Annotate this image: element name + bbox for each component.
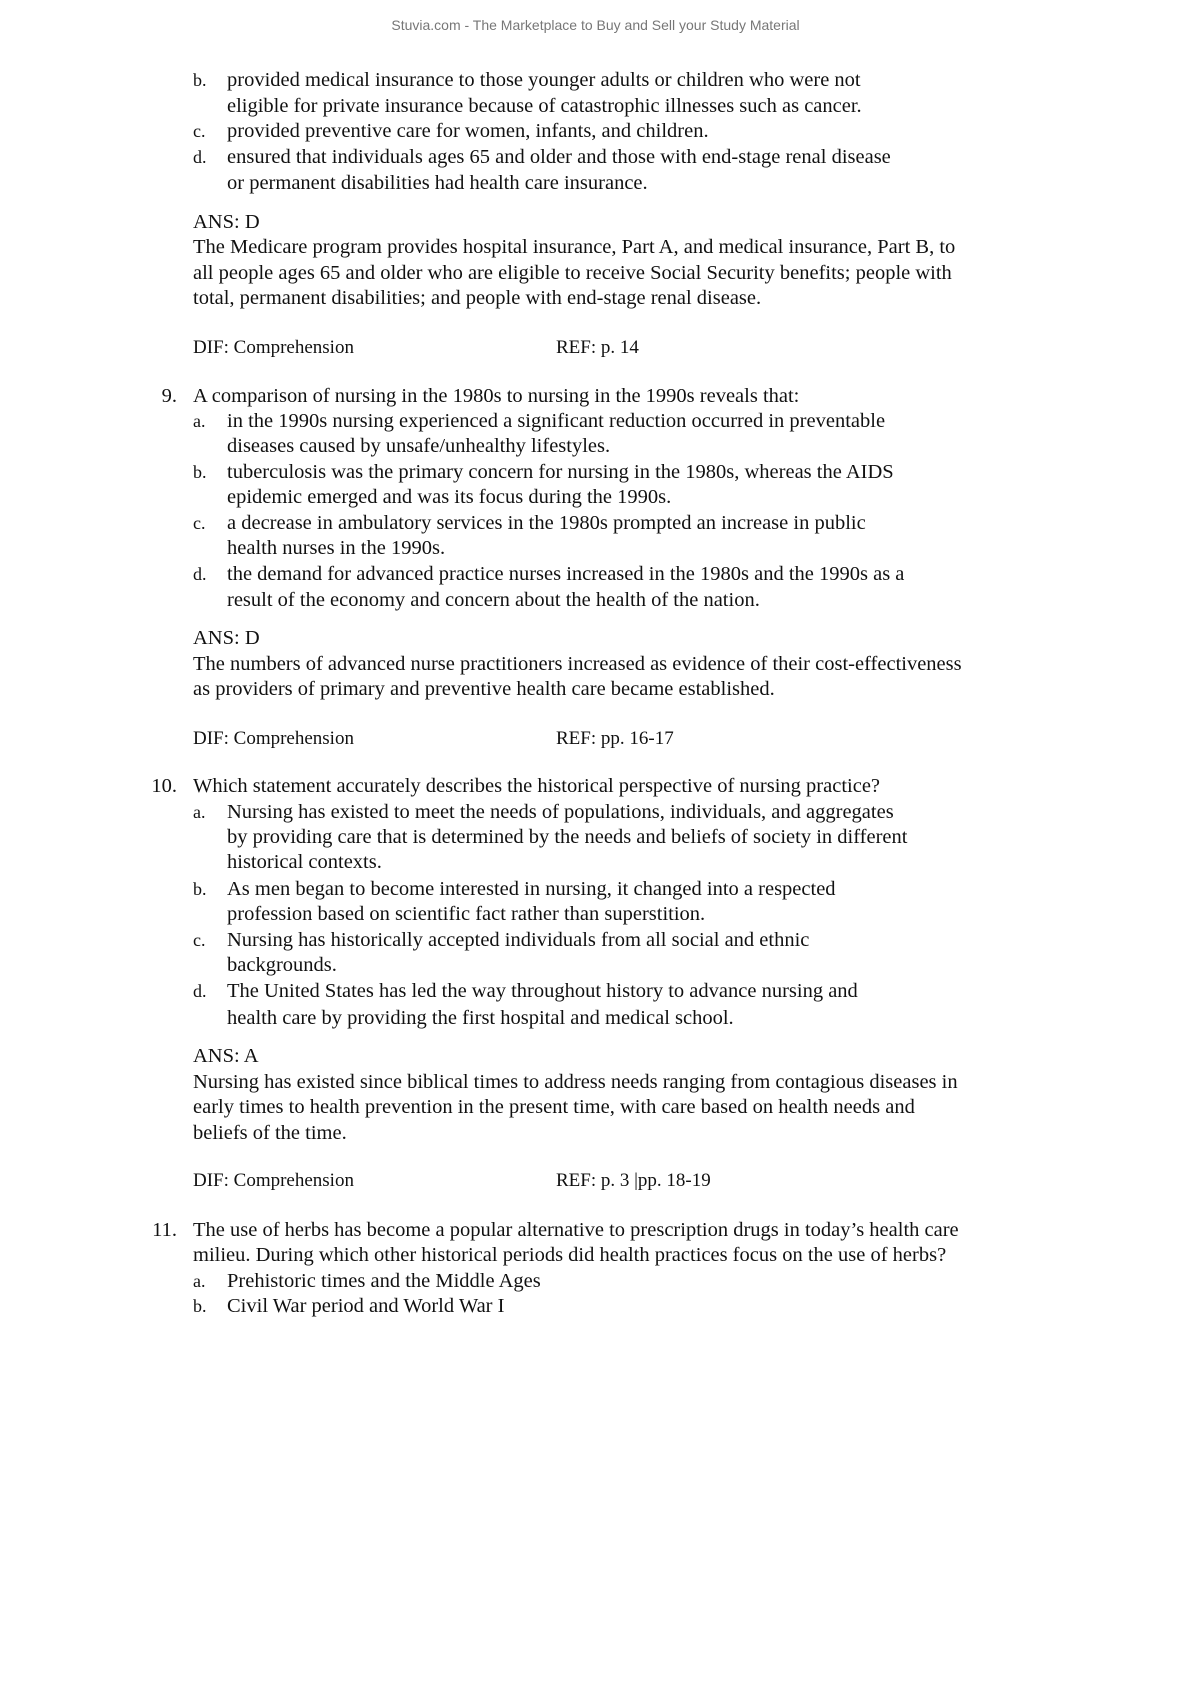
page-reference: REF: p. 14 bbox=[556, 337, 639, 358]
rationale-line: total, permanent disabilities; and people with end-stage renal disease. bbox=[193, 287, 762, 309]
option-text-line: tuberculosis was the primary concern for nursing in the 1980s, whereas the AIDS bbox=[227, 461, 894, 483]
option-letter: d. bbox=[193, 564, 207, 584]
option-letter: a. bbox=[193, 802, 206, 822]
question-number: 11. bbox=[152, 1219, 177, 1241]
option-text-line: historical contexts. bbox=[227, 851, 382, 873]
page-header: Stuvia.com - The Marketplace to Buy and Sell your Study Material bbox=[391, 17, 800, 33]
rationale-line: early times to health prevention in the present time, with care based on health needs and bbox=[193, 1096, 915, 1118]
question-stem-line: The use of herbs has become a popular alternative to prescription drugs in today’s health care bbox=[193, 1219, 959, 1241]
page-reference: REF: pp. 16-17 bbox=[556, 728, 674, 749]
option-text-line: provided preventive care for women, infants, and children. bbox=[227, 120, 709, 142]
option-text-line: As men began to become interested in nursing, it changed into a respected bbox=[227, 878, 836, 900]
option-text-line: or permanent disabilities had health care insurance. bbox=[227, 172, 648, 194]
rationale-line: beliefs of the time. bbox=[193, 1122, 347, 1144]
option-letter: c. bbox=[193, 930, 206, 950]
option-letter: d. bbox=[193, 981, 207, 1001]
page-reference: REF: p. 3 |pp. 18-19 bbox=[556, 1170, 711, 1191]
option-text-line: Nursing has existed to meet the needs of populations, individuals, and aggregates bbox=[227, 801, 894, 823]
option-text-line: in the 1990s nursing experienced a significant reduction occurred in preventable bbox=[227, 410, 886, 432]
rationale-line: Nursing has existed since biblical times to address needs ranging from contagious diseases in bbox=[193, 1071, 958, 1093]
question-stem-line: A comparison of nursing in the 1980s to nursing in the 1990s reveals that: bbox=[193, 385, 800, 407]
option-letter: b. bbox=[193, 1296, 207, 1316]
option-text-line: health care by providing the first hospital and medical school. bbox=[227, 1007, 734, 1029]
option-text-line: profession based on scientific fact rather than superstition. bbox=[227, 903, 706, 925]
option-text-line: diseases caused by unsafe/unhealthy lifestyles. bbox=[227, 435, 611, 457]
difficulty-label: DIF: Comprehension bbox=[193, 728, 354, 749]
option-letter: b. bbox=[193, 70, 207, 90]
answer-key: ANS: D bbox=[193, 211, 260, 233]
difficulty-label: DIF: Comprehension bbox=[193, 1170, 354, 1191]
question-stem-line: Which statement accurately describes the historical perspective of nursing practice? bbox=[193, 775, 881, 797]
rationale-line: all people ages 65 and older who are eligible to receive Social Security benefits; people with bbox=[193, 262, 952, 284]
rationale-line: as providers of primary and preventive health care became established. bbox=[193, 678, 775, 700]
option-text-line: eligible for private insurance because of catastrophic illnesses such as cancer. bbox=[227, 95, 862, 117]
question-stem-line: milieu. During which other historical periods did health practices focus on the use of herbs? bbox=[193, 1244, 947, 1266]
option-text-line: Civil War period and World War I bbox=[227, 1295, 505, 1317]
option-letter: a. bbox=[193, 411, 206, 431]
option-text-line: epidemic emerged and was its focus during the 1990s. bbox=[227, 486, 672, 508]
option-text-line: Nursing has historically accepted individuals from all social and ethnic bbox=[227, 929, 810, 951]
option-text-line: the demand for advanced practice nurses increased in the 1980s and the 1990s as a bbox=[227, 563, 905, 585]
option-letter: a. bbox=[193, 1271, 206, 1291]
difficulty-label: DIF: Comprehension bbox=[193, 337, 354, 358]
option-text-line: by providing care that is determined by the needs and beliefs of society in different bbox=[227, 826, 908, 848]
option-letter: b. bbox=[193, 879, 207, 899]
answer-key: ANS: D bbox=[193, 627, 260, 649]
option-text-line: backgrounds. bbox=[227, 954, 337, 976]
answer-key: ANS: A bbox=[193, 1045, 259, 1067]
question-number: 10. bbox=[151, 775, 177, 797]
option-text-line: health nurses in the 1990s. bbox=[227, 537, 446, 559]
option-letter: d. bbox=[193, 147, 207, 167]
option-text-line: The United States has led the way throughout history to advance nursing and bbox=[227, 980, 858, 1002]
option-letter: b. bbox=[193, 462, 207, 482]
rationale-line: The numbers of advanced nurse practitioners increased as evidence of their cost-effectiveness bbox=[193, 653, 962, 675]
question-number: 9. bbox=[161, 385, 177, 407]
rationale-line: The Medicare program provides hospital insurance, Part A, and medical insurance, Part B, to bbox=[193, 236, 956, 258]
option-letter: c. bbox=[193, 513, 206, 533]
option-text-line: result of the economy and concern about the health of the nation. bbox=[227, 589, 760, 611]
option-letter: c. bbox=[193, 121, 206, 141]
option-text-line: provided medical insurance to those younger adults or children who were not bbox=[227, 69, 861, 91]
option-text-line: Prehistoric times and the Middle Ages bbox=[227, 1270, 541, 1292]
option-text-line: a decrease in ambulatory services in the 1980s prompted an increase in public bbox=[227, 512, 866, 534]
option-text-line: ensured that individuals ages 65 and older and those with end-stage renal disease bbox=[227, 146, 891, 168]
